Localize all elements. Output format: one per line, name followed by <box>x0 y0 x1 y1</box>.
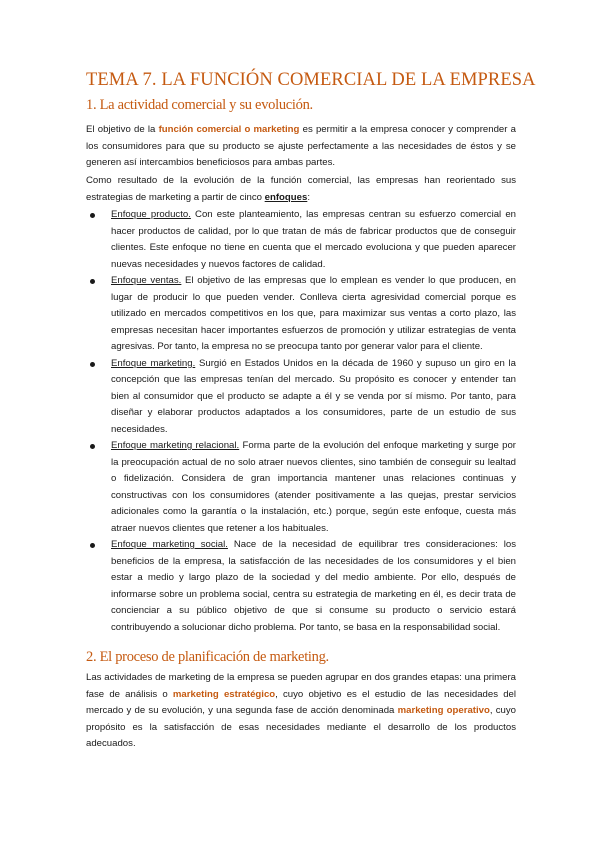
approach-term: Enfoque marketing relacional. <box>111 440 240 451</box>
s2-highlight-operative: marketing operativo <box>397 705 490 716</box>
p1-text-before: El objetivo de la <box>86 124 159 135</box>
bullet-icon <box>90 543 95 548</box>
bullet-icon <box>90 362 95 367</box>
bullet-icon <box>90 213 95 218</box>
approach-term: Enfoque ventas. <box>111 275 182 286</box>
approaches-list <box>86 207 516 636</box>
approach-text: El objetivo de las empresas que lo emplean es vender lo que producen, en lugar de producir lo que pueden vender. Conlleva cierta agresividad comercial porque es utilizado en mercados competitivos en los que, para maximizar sus ventas a corto plazo, las empresas necesitan hacer importantes esfuerzos de promoción y utilizar estrategias de venta agresivas. Por tanto, la empresa no se preocupa tanto por generar valor para el cliente. <box>111 275 517 352</box>
s2-highlight-strategic: marketing estratégico <box>172 688 276 700</box>
document-title: TEMA 7. LA FUNCIÓN COMERCIAL DE LA EMPRESA <box>86 70 536 90</box>
section-1-paragraph-2 <box>86 173 516 206</box>
approach-term: Enfoque producto. <box>111 209 191 220</box>
section-2-paragraph <box>86 670 516 753</box>
approach-text: Nace de la necesidad de equilibrar tres consideraciones: los beneficios de la empresa, la satisfacción de las necesidades de los consumidores y el bien estar a medio y largo plazo de la sociedad y del medio ambiente. Por ello, después de informarse sobre un problema social, centra su estrategia de marketing en él, es decir trata de concienciar a su público objetivo de que si consume su producto o servicio estará contribuyendo a solucionar dicho problema. Por tanto, se basa en la responsabilidad social. <box>111 539 517 633</box>
p2-text-after: : <box>307 191 310 203</box>
approach-text: Forma parte de la evolución del enfoque marketing y surge por la preocupación actual de no solo atraer nuevos clientes, sino también de conseguir su lealtad o fidelización. Considera de gran importancia mantener unas relaciones continuas y constructivas con los consumidores (atender positivamente a las quejas, prestar servicios adicionales como la garantía o la instalación, etc.) porque, según este enfoque, cuesta más atraer nuevos clientes que retener a los habituales. <box>111 440 517 534</box>
s2-text-after: , cuyo propósito es la satisfacción de esas necesidades mediante el desarrollo de los productos adecuados. <box>86 705 516 749</box>
bullet-icon <box>90 279 95 284</box>
list-item <box>86 207 516 273</box>
list-item <box>86 537 516 636</box>
list-item <box>86 356 516 439</box>
s2-text-before: Las actividades de marketing de la empresa se pueden agrupar en dos grandes etapas: una primera fase de análisis o <box>86 672 516 700</box>
approach-text: Con este planteamiento, las empresas centran su esfuerzo comercial en hacer productos de calidad, por lo que tratan de más de fabricar productos que de conseguir clientes. Este enfoque no tiene en cuenta que el mercado evoluciona y que pueden aparecer nuevas necesidades y nuevos factores de calidad. <box>111 209 516 270</box>
p2-text-before: Como resultado de la evolución de la función comercial, las empresas han reorientado sus estrategias de marketing a partir de cinco <box>86 175 516 203</box>
list-item <box>86 438 516 537</box>
p1-text-after: es permitir a la empresa conocer y comprender a los consumidores para que su producto se ajuste perfectamente a las necesidades de éstos y se generen así intercambios beneficiosos para ambas partes. <box>86 124 516 168</box>
bullet-icon <box>90 444 95 449</box>
section-1-paragraph-1 <box>86 122 516 172</box>
section-2-heading: 2. El proceso de planificación de marketing. <box>86 649 329 665</box>
p1-highlight: función comercial o marketing <box>158 124 300 135</box>
approach-term: Enfoque marketing social. <box>111 539 228 550</box>
approach-text: Surgió en Estados Unidos en la década de 1960 y supuso un giro en la concepción que las empresas tenían del mercado. Su propósito es conocer y entender tan bien al consumidor que el producto se adapte a él y se venda por sí mismo. Por tanto, para diseñar y elaborar productos adaptados a los consumidores, parte de un estudio de sus necesidades. <box>111 357 516 435</box>
section-1-heading: 1. La actividad comercial y su evolución. <box>86 97 313 113</box>
approach-term: Enfoque marketing. <box>111 357 196 369</box>
p2-keyword: enfoques <box>264 191 308 203</box>
s2-text-middle: , cuyo objetivo es el estudio de las necesidades del mercado y de su evolución, y una segunda fase de acción denominada <box>86 688 516 716</box>
list-item <box>86 273 516 356</box>
